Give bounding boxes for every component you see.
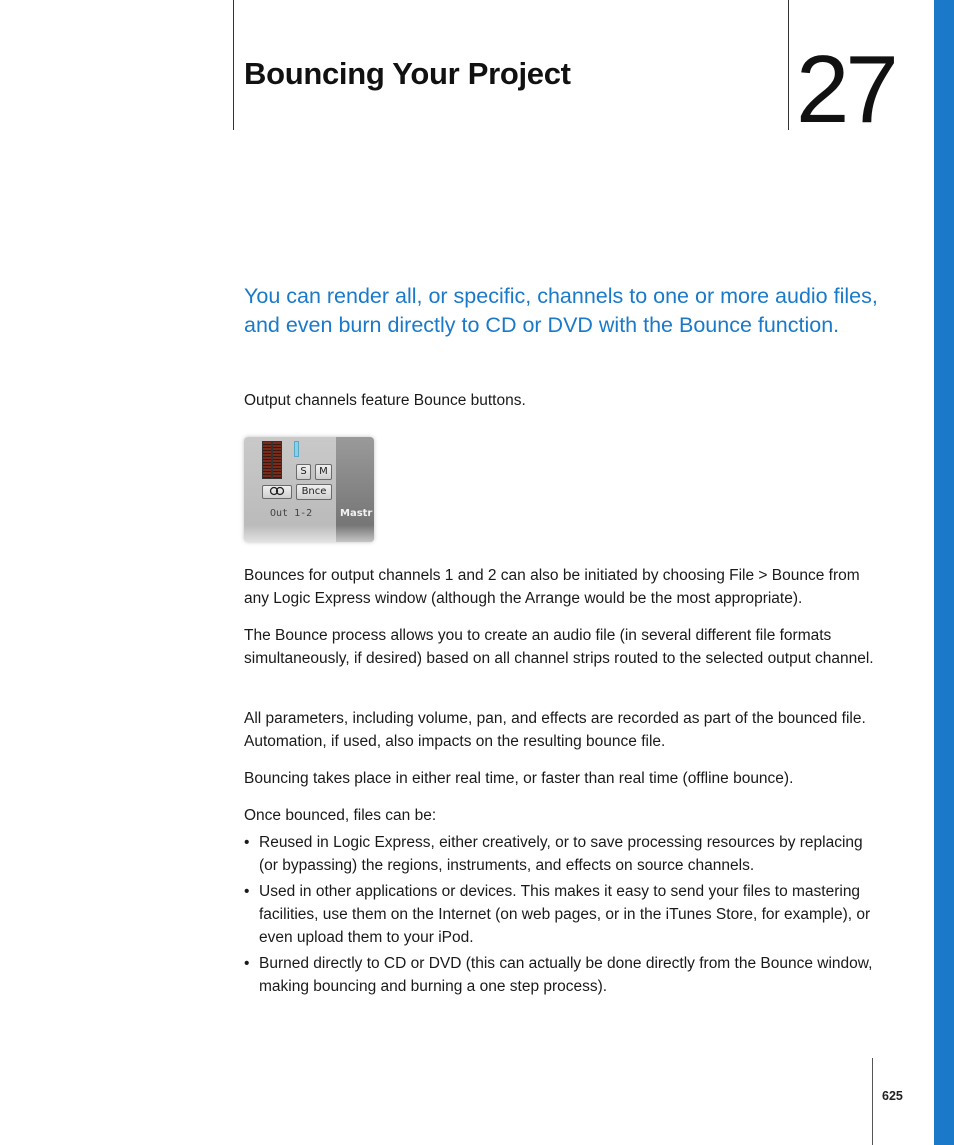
chapter-title: Bouncing Your Project [244, 56, 571, 91]
page-number: 625 [882, 1089, 903, 1103]
title-right-rule [788, 0, 789, 130]
list-item-text: Burned directly to CD or DVD (this can actually be done directly from the Bounce window, making bouncing and burning a one step process). [259, 955, 873, 995]
chapter-tab-bar [934, 0, 954, 1145]
title-left-rule [233, 0, 234, 130]
level-meter-right [272, 441, 282, 479]
bullet-icon: • [244, 955, 250, 972]
list-item-text: Used in other applications or devices. This makes it easy to send your files to mastering facilities, use them on the Internet (on web pages, or in the iTunes Store, for example), or even upload them to your iPod. [259, 883, 871, 946]
list-item [244, 831, 874, 877]
link-rings-svg [267, 486, 287, 496]
mute-button: M [315, 464, 332, 480]
list-item-text: Reused in Logic Express, either creatively, or to save processing resources by replacing (or bypassing) the regions, instruments, and effects on source channels. [259, 834, 863, 874]
master-label: Mastr [340, 508, 373, 519]
bullet-icon: • [244, 834, 250, 851]
paragraph: All parameters, including volume, pan, and effects are recorded as part of the bounced file. Automation, if used, also impacts on the resulting bounce file. [244, 710, 866, 750]
bounce-button: Bnce [296, 484, 332, 500]
figure-fade [244, 525, 374, 542]
chapter-intro: You can render all, or specific, channels to one or more audio files, and even burn directly to CD or DVD with the Bounce function. [244, 284, 878, 337]
fader-cap [294, 441, 299, 457]
bullet-list [244, 831, 874, 1001]
level-meter-left [262, 441, 272, 479]
paragraph: Bounces for output channels 1 and 2 can also be initiated by choosing File > Bounce from any Logic Express window (although the Arrange would be the most appropriate). [244, 567, 860, 607]
footer-rule [872, 1058, 873, 1145]
paragraph: Output channels feature Bounce buttons. [244, 392, 526, 409]
paragraph: The Bounce process allows you to create an audio file (in several different file formats simultaneously, if desired) based on all channel strips routed to the selected output channel. [244, 627, 874, 667]
bounce-buttons-screenshot [244, 437, 374, 542]
list-item [244, 952, 874, 998]
solo-button: S [296, 464, 311, 480]
list-item [244, 880, 874, 949]
bullet-icon: • [244, 883, 250, 900]
paragraph: Bouncing takes place in either real time, or faster than real time (offline bounce). [244, 770, 794, 787]
chapter-number: 27 [796, 36, 895, 143]
output-label: Out 1-2 [270, 508, 313, 519]
paragraph: Once bounced, files can be: [244, 807, 437, 824]
link-rings-icon [262, 485, 292, 499]
